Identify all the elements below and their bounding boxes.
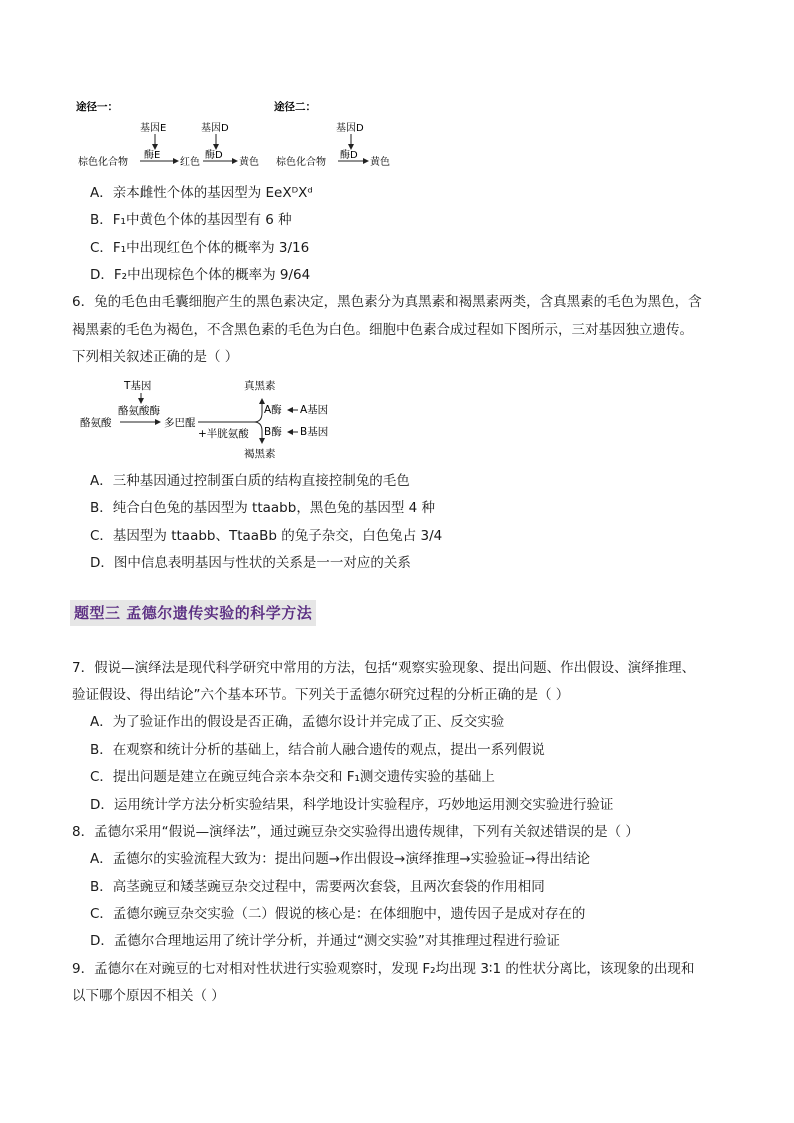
t-gene-label: T基因 bbox=[124, 380, 152, 392]
brown-compound-1: 棕色化合物 bbox=[78, 157, 128, 168]
section-heading: 题型三 孟德尔遗传实验的科学方法 bbox=[70, 600, 316, 626]
route1-label: 途径一： bbox=[76, 101, 118, 113]
b-enzyme-label: B酶 bbox=[264, 426, 282, 438]
cysteine-label: +半胱氨酸 bbox=[198, 428, 249, 440]
q9-stem-line2: 以下哪个原因不相关（ ） bbox=[72, 988, 225, 1004]
q7-option-c: C．提出问题是建立在豌豆纯合亲本杂交和 F₁测交遗传实验的基础上 bbox=[90, 769, 495, 785]
melanin-synthesis-diagram bbox=[76, 375, 346, 461]
a-enzyme-label: A酶 bbox=[264, 404, 282, 416]
q5-option-b: B．F₁中黄色个体的基因型有 6 种 bbox=[90, 212, 292, 228]
enzyme-e-label: 酶E bbox=[144, 150, 161, 161]
q8-option-c: C．孟德尔豌豆杂交实验（二）假说的核心是：在体细胞中，遗传因子是成对存在的 bbox=[90, 906, 586, 922]
q7-option-d: D．运用统计学方法分析实验结果，科学地设计实验程序，巧妙地运用测交实验进行验证 bbox=[90, 797, 614, 813]
enzyme-d1-label: 酶D bbox=[205, 150, 223, 161]
q6-stem-line3: 下列相关叙述正确的是（ ） bbox=[72, 349, 239, 365]
brown-compound-2: 棕色化合物 bbox=[276, 157, 326, 168]
q6-stem-line1: 6．兔的毛色由毛囊细胞产生的黑色素决定，黑色素分为真黑素和褐黑素两类，含真黑素的毛色为黑色，含 bbox=[72, 294, 702, 310]
dopamine-label: 多巴醌 bbox=[164, 417, 196, 429]
gene-e-label: 基因E bbox=[140, 123, 167, 134]
q5-option-c: C．F₁中出现红色个体的概率为 3/16 bbox=[90, 240, 310, 256]
yellow-pigment-2: 黄色 bbox=[370, 157, 390, 168]
pigment-pathway-diagram bbox=[70, 96, 410, 176]
q6-stem-line2: 褐黑素的毛色为褐色，不含黑色素的毛色为白色。细胞中色素合成过程如下图所示，三对基因独立遗传。 bbox=[72, 322, 693, 338]
yellow-pigment-1: 黄色 bbox=[239, 157, 259, 168]
q8-option-b: B．高茎豌豆和矮茎豌豆杂交过程中，需要两次套袋，且两次套袋的作用相同 bbox=[90, 879, 545, 895]
q7-stem-line2: 验证假设、得出结论”六个基本环节。下列关于孟德尔研究过程的分析正确的是（ ） bbox=[72, 687, 570, 703]
tyrosine-label: 酪氨酸 bbox=[80, 417, 112, 429]
q7-option-a: A．为了验证作出的假设是否正确，孟德尔设计并完成了正、反交实验 bbox=[90, 714, 505, 730]
pheomelanin-label: 褐黑素 bbox=[244, 448, 276, 460]
q6-option-a: A．三种基因通过控制蛋白质的结构直接控制兔的毛色 bbox=[90, 473, 410, 489]
q6-option-b: B．纯合白色兔的基因型为 ttaabb，黑色兔的基因型 4 种 bbox=[90, 500, 435, 516]
q7-option-b: B．在观察和统计分析的基础上，结合前人融合遗传的观点，提出一系列假说 bbox=[90, 742, 545, 758]
q6-option-c: C．基因型为 ttaabb、TtaaBb 的兔子杂交，白色兔占 3/4 bbox=[90, 528, 443, 544]
q5-option-a: A．亲本雌性个体的基因型为 EeXᴰXᵈ bbox=[90, 185, 313, 201]
gene-d1-label: 基因D bbox=[201, 123, 229, 134]
b-gene-label: B基因 bbox=[300, 426, 329, 438]
branch-up-arrow bbox=[254, 399, 262, 422]
route2-label: 途径二： bbox=[274, 101, 316, 113]
gene-d2-label: 基因D bbox=[336, 123, 364, 134]
branch-down-arrow bbox=[254, 422, 262, 443]
red-pigment: 红色 bbox=[180, 157, 200, 168]
q8-stem: 8．孟德尔采用“假说—演绎法”，通过豌豆杂交实验得出遗传规律，下列有关叙述错误的是（ ） bbox=[72, 824, 639, 840]
q5-option-d: D．F₂中出现棕色个体的概率为 9/64 bbox=[90, 267, 311, 283]
q8-option-d: D．孟德尔合理地运用了统计学分析，并通过“测交实验”对其推理过程进行验证 bbox=[90, 933, 560, 949]
tyrosinase-label: 酪氨酸酶 bbox=[118, 405, 160, 417]
q9-stem-line1: 9．孟德尔在对豌豆的七对相对性状进行实验观察时，发现 F₂均出现 3∶1 的性状分离比，该现象的出现和 bbox=[72, 961, 695, 977]
q7-stem-line1: 7．假说—演绎法是现代科学研究中常用的方法，包括“观察实验现象、提出问题、作出假设、演绎推理、 bbox=[72, 660, 696, 676]
a-gene-label: A基因 bbox=[300, 404, 329, 416]
enzyme-d2-label: 酶D bbox=[340, 150, 358, 161]
eumelanin-label: 真黑素 bbox=[244, 380, 276, 392]
q8-option-a: A．孟德尔的实验流程大致为：提出问题→作出假设→演绎推理→实验验证→得出结论 bbox=[90, 851, 590, 867]
q6-option-d: D．图中信息表明基因与性状的关系是一一对应的关系 bbox=[90, 555, 411, 571]
